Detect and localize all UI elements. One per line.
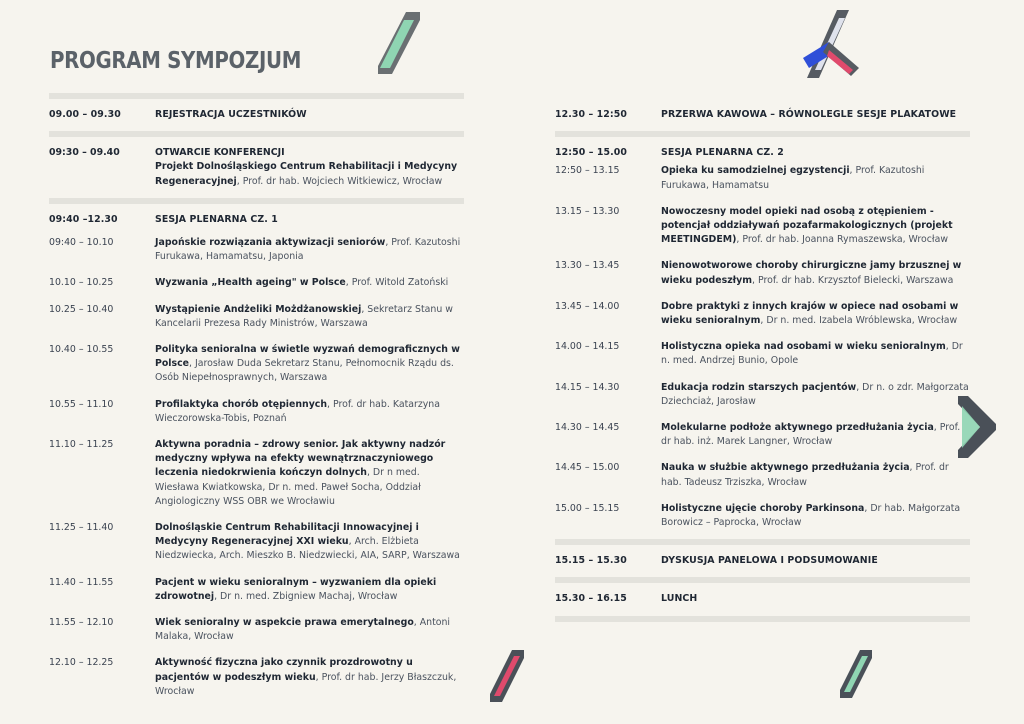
schedule-item: 09.00 – 09.30 REJESTRACJA UCZESTNIKÓW (49, 109, 307, 120)
schedule-item: 09:40 – 10.10 Japońskie rozwiązania aktywizacji seniorów, Prof. Kazutoshi Furukawa, Hamamatsu, Japonia (49, 237, 461, 263)
schedule-item: 14.30 – 14.45 Molekularne podłoże aktywnego przedłużania życia, Prof. dr hab. inż. Marek Langner, Wrocław (555, 422, 961, 448)
divider (49, 93, 464, 99)
schedule-item: 12.30 – 12:50 PRZERWA KAWOWA – RÓWNOLEGLE SESJE PLAKATOWE (555, 109, 957, 120)
section-header: OTWARCIE KONFERENCJI (155, 147, 285, 159)
schedule-item: 11.10 – 11.25 Aktywna poradnia – zdrowy senior. Jak aktywny nadzór medyczny wpływa na efekty wewnątrznaczyniowego leczenia niedokrwienia kończyn dolnych, Dr n med. Wiesława Kwiatkowska, Dr n. med. Paweł Socha, Oddział Angiologiczny WSS OBR we Wrocławiu (49, 439, 446, 507)
schedule-item: 10.25 – 10.40 Wystąpienie Andżeliki Możdżanowskiej, Sekretarz Stanu w Kancelarii Prezesa Rady Ministrów, Warszawa (49, 303, 453, 329)
pink-stripe-decoration (488, 650, 528, 710)
schedule-item: 13.30 – 13.45 Nienowotworowe choroby chirurgiczne jamy brzusznej w wieku podeszłym, Prof. dr hab. Krzysztof Bielecki, Warszawa (555, 260, 962, 286)
schedule-item: 15.00 – 15.15 Holistyczne ujęcie choroby Parkinsona, Dr hab. Małgorzata Borowicz – Paprocka, Wrocław (555, 502, 961, 529)
k-logo-decoration (799, 8, 865, 84)
divider (49, 198, 464, 204)
schedule-item: 11.55 – 12.10 Wiek senioralny w aspekcie prawa emerytalnego, Antoni Malaka, Wrocław (49, 617, 451, 643)
schedule-item: 12:50 – 15.00 SESJA PLENARNA CZ. 2 (555, 147, 784, 159)
schedule-item: 12.10 – 12.25 Aktywność fizyczna jako czynnik prozdrowotny u pacjentów w podeszłym wieku, Prof. dr hab. Jerzy Błaszczuk, Wrocław (49, 657, 457, 697)
divider (555, 539, 970, 545)
schedule-item: 14.00 – 14.15 Holistyczna opieka nad osobami w wieku senioralnym, Dr n. med. Andrzej Bunio, Opole (555, 341, 963, 367)
schedule-item: 10.55 – 11.10 Profilaktyka chorób otępiennych, Prof. dr hab. Katarzyna Wieczorowska-Tobis, Poznań (49, 398, 440, 424)
schedule-item: 13.15 – 13.30 Nowoczesny model opieki nad osobą z otępieniem - potencjał oddziaływań pozafarmakologicznych (projekt MEETINGDEM), Prof. dr hab. Joanna Rymaszewska, Wrocław (555, 205, 953, 246)
left-column (49, 93, 464, 699)
page-title: PROGRAM SYMPOZJUM (50, 48, 302, 74)
green-stripe-decoration (376, 12, 422, 88)
schedule-item: 14.45 – 15.00 Nauka w służbie aktywnego przedłużania życia, Prof. dr hab. Tadeusz Trziszka, Wrocław (555, 462, 949, 488)
schedule-item: 09:30 – 09.40 OTWARCIE KONFERENCJI Projekt Dolnośląskiego Centrum Rehabilitacji i Medycyny Regeneracyjnej, Prof. dr hab. Wojciech Witkiewicz, Wrocław (49, 147, 458, 187)
schedule-item: 11.40 – 11.55 Pacjent w wieku senioralnym – wyzwaniem dla opieki zdrowotnej, Dr n. med. Zbigniew Machaj, Wrocław (49, 576, 437, 602)
schedule-item: 15.15 – 15.30 DYSKUSJA PANELOWA I PODSUMOWANIE (555, 555, 878, 567)
schedule-item: 10.10 – 10.25 Wyzwania „Health ageing" w Polsce, Prof. Witold Zatoński (49, 277, 449, 289)
schedule-item: 11.25 – 11.40 Dolnośląskie Centrum Rehabilitacji Innowacyjnej i Medycyny Regeneracyjnej XXI wieku, Arch. Elżbieta Niedzwiecka, Arch. Mieszko B. Niedzwiecki, AIA, SARP, Warszawa (49, 522, 460, 562)
divider (555, 131, 970, 137)
right-column (555, 93, 970, 631)
schedule-item: 09:40 –12.30 SESJA PLENARNA CZ. 1 (49, 213, 278, 225)
schedule-item: 10.40 – 10.55 Polityka senioralna w świetle wyzwań demograficznych w Polsce, Jarosław Duda Sekretarz Stanu, Pełnomocnik Rządu ds. Osób Niepełnosprawnych, Warszawa (49, 344, 460, 384)
divider (555, 616, 970, 622)
schedule-item: 13.45 – 14.00 Dobre praktyki z innych krajów w opiece nad osobami w wieku senioralnym, Dr n. med. Izabela Wróblewska, Wrocław (555, 300, 959, 327)
schedule-item: 12:50 – 13.15 Opieka ku samodzielnej egzystencji, Prof. Kazutoshi Furukawa, Hamamatsu (555, 165, 925, 191)
schedule-item: 15.30 – 16.15 LUNCH (555, 593, 698, 605)
green-bottom-decoration (838, 650, 874, 706)
divider (555, 577, 970, 583)
divider (49, 131, 464, 137)
schedule-item: 14.15 – 14.30 Edukacja rodzin starszych pacjentów, Dr n. o zdr. Małgorzata Dziechciaż, Jarosław (555, 381, 969, 407)
